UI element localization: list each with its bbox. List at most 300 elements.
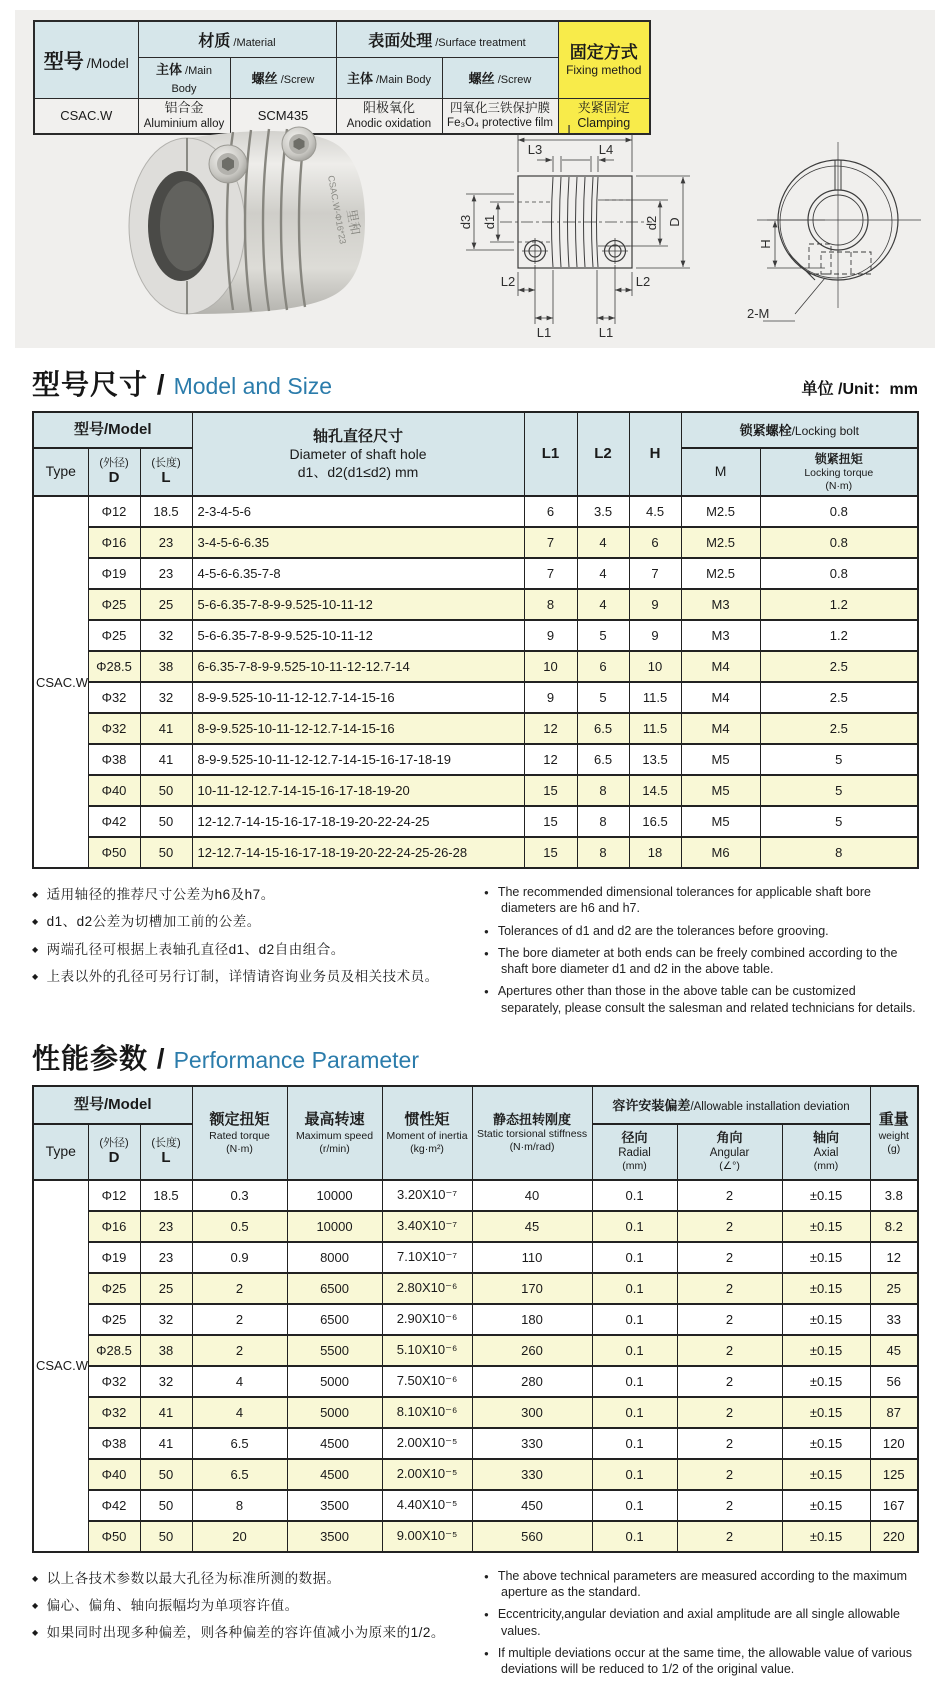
weight-cell: 56 — [870, 1366, 918, 1397]
h-cell: 10 — [629, 651, 681, 682]
material-header-cn: 材质 — [198, 32, 231, 50]
torsional-stiffness-cell: 260 — [472, 1335, 592, 1366]
table-row — [33, 1273, 918, 1304]
radial-deviation-cell: 0.1 — [592, 1211, 677, 1242]
table-row — [33, 775, 918, 806]
torsional-stiffness-cell: 280 — [472, 1366, 592, 1397]
shaft-hole-range-cell: 5-6-6.35-7-8-9-9.525-10-11-12 — [192, 589, 524, 620]
axial-deviation-cell: ±0.15 — [782, 1459, 870, 1490]
bolt-size-cell: M2.5 — [681, 558, 760, 589]
shaft-hole-range-cell: 6-6.35-7-8-9-9.525-10-11-12-12.7-14 — [192, 651, 524, 682]
l2-cell: 4 — [577, 589, 629, 620]
section-title-en: Performance Parameter — [173, 1046, 419, 1073]
shaft-hole-header: 轴孔直径尺寸 Diameter of shaft hole d1、d2(d1≤d2) mm — [192, 412, 524, 496]
surface-header-cn: 表面处理 — [368, 32, 433, 50]
rated-torque-cell: 20 — [192, 1521, 287, 1552]
dim-L1: L1 — [598, 325, 614, 340]
table-row — [33, 1242, 918, 1273]
axial-deviation-cell: ±0.15 — [782, 1211, 870, 1242]
moment-of-inertia-cell: 2.90X10⁻⁶ — [382, 1304, 472, 1335]
l1-cell: 15 — [524, 806, 577, 837]
performance-title — [32, 1037, 918, 1077]
dim-L2: L2 — [635, 274, 651, 289]
material-mainbody-header: 主体 /Main Body — [138, 57, 230, 98]
moment-of-inertia-header: 惯性矩 Moment of inertia (kg·m²) — [382, 1086, 472, 1180]
outer-diameter-cell: Φ25 — [88, 1273, 140, 1304]
length-cell: 32 — [140, 1366, 192, 1397]
radial-deviation-cell: 0.1 — [592, 1521, 677, 1552]
note-item: ● Tolerances of d1 and d2 are the tolerances before grooving. — [484, 923, 918, 939]
length-header: (长度) L — [140, 448, 192, 496]
length-cell: 38 — [140, 1335, 192, 1366]
rated-torque-cell: 2 — [192, 1273, 287, 1304]
table-row — [33, 1490, 918, 1521]
l1-cell: 15 — [524, 837, 577, 868]
table-row — [33, 589, 918, 620]
angular-deviation-cell: 2 — [677, 1397, 782, 1428]
angular-deviation-cell: 2 — [677, 1428, 782, 1459]
table-row — [33, 1180, 918, 1211]
l2-header: L2 — [577, 412, 629, 496]
shaft-hole-range-cell: 2-3-4-5-6 — [192, 496, 524, 527]
length-cell: 23 — [140, 1242, 192, 1273]
h-cell: 9 — [629, 589, 681, 620]
max-speed-cell: 6500 — [287, 1304, 382, 1335]
bolt-size-cell: M5 — [681, 744, 760, 775]
rated-torque-cell: 6.5 — [192, 1459, 287, 1490]
outer-diameter-cell: Φ32 — [88, 1397, 140, 1428]
weight-cell: 87 — [870, 1397, 918, 1428]
performance-section — [32, 1037, 918, 1683]
model-header — [34, 21, 138, 98]
outer-diameter-cell: Φ38 — [88, 1428, 140, 1459]
moment-of-inertia-cell: 5.10X10⁻⁶ — [382, 1335, 472, 1366]
length-cell: 41 — [140, 713, 192, 744]
angular-deviation-header: 角向 Angular (∠°) — [677, 1124, 782, 1180]
size-notes — [32, 878, 918, 1022]
outer-diameter-cell: Φ19 — [88, 1242, 140, 1273]
table-row — [33, 806, 918, 837]
locking-torque-cell: 0.8 — [760, 558, 918, 589]
locking-torque-cell: 0.8 — [760, 527, 918, 558]
torsional-stiffness-cell: 180 — [472, 1304, 592, 1335]
outer-diameter-cell: Φ42 — [88, 806, 140, 837]
note-item: ◆ 上表以外的孔径可另行订制，详情请咨询业务员及相关技术员。 — [32, 967, 484, 987]
locking-bolt-group-header: 锁紧螺栓/Locking bolt — [681, 412, 918, 448]
angular-deviation-cell: 2 — [677, 1242, 782, 1273]
outer-diameter-header: (外径) D — [88, 448, 140, 496]
moment-of-inertia-cell: 3.40X10⁻⁷ — [382, 1211, 472, 1242]
type-header: Type — [33, 1124, 88, 1180]
bolt-size-cell: M5 — [681, 806, 760, 837]
weight-cell: 33 — [870, 1304, 918, 1335]
dim-L: L — [567, 122, 575, 137]
moment-of-inertia-cell: 2.00X10⁻⁵ — [382, 1459, 472, 1490]
l2-cell: 8 — [577, 775, 629, 806]
outer-diameter-cell: Φ42 — [88, 1490, 140, 1521]
table-row — [33, 1304, 918, 1335]
body-surface-value: 阳极氧化 Anodic oxidation — [336, 98, 442, 134]
l1-cell: 12 — [524, 713, 577, 744]
chamfer-edge — [789, 254, 815, 280]
axial-deviation-cell: ±0.15 — [782, 1180, 870, 1211]
radial-deviation-cell: 0.1 — [592, 1397, 677, 1428]
table-row — [33, 620, 918, 651]
outer-diameter-cell: Φ50 — [88, 1521, 140, 1552]
h-cell: 13.5 — [629, 744, 681, 775]
length-cell: 41 — [140, 744, 192, 775]
locking-torque-cell: 2.5 — [760, 713, 918, 744]
l1-cell: 7 — [524, 527, 577, 558]
l2-cell: 5 — [577, 682, 629, 713]
locking-torque-header: 锁紧扭矩 Locking torque (N·m) — [760, 448, 918, 496]
locking-screw-symbol — [602, 238, 628, 264]
outer-diameter-cell: Φ25 — [88, 589, 140, 620]
h-cell: 6 — [629, 527, 681, 558]
length-cell: 50 — [140, 806, 192, 837]
l2-cell: 3.5 — [577, 496, 629, 527]
max-speed-cell: 3500 — [287, 1490, 382, 1521]
note-item: ◆ 适用轴径的推荐尺寸公差为h6及h7。 — [32, 885, 484, 905]
table-row — [33, 1397, 918, 1428]
model-group-header: 型号/Model — [33, 412, 192, 448]
model-size-title — [32, 363, 918, 403]
table-row — [33, 1335, 918, 1366]
shaft-hole-range-cell: 8-9-9.525-10-11-12-12.7-14-15-16-17-18-19 — [192, 744, 524, 775]
table-row — [33, 1366, 918, 1397]
length-cell: 23 — [140, 558, 192, 589]
outer-diameter-cell: Φ12 — [88, 1180, 140, 1211]
weight-cell: 8.2 — [870, 1211, 918, 1242]
radial-deviation-cell: 0.1 — [592, 1490, 677, 1521]
weight-cell: 167 — [870, 1490, 918, 1521]
model-value: CSAC.W — [34, 98, 138, 134]
table-row — [33, 713, 918, 744]
weight-cell: 125 — [870, 1459, 918, 1490]
l1-cell: 9 — [524, 682, 577, 713]
note-item: ◆ 偏心、偏角、轴向振幅均为单项容许值。 — [32, 1596, 484, 1616]
outer-diameter-cell: Φ32 — [88, 682, 140, 713]
l2-cell: 6 — [577, 651, 629, 682]
torsional-stiffness-cell: 450 — [472, 1490, 592, 1521]
rated-torque-header: 额定扭矩 Rated torque (N·m) — [192, 1086, 287, 1180]
max-speed-cell: 4500 — [287, 1459, 382, 1490]
shaft-hole-range-cell: 12-12.7-14-15-16-17-18-19-20-22-24-25 — [192, 806, 524, 837]
type-cell: CSAC.W — [33, 496, 88, 868]
locking-torque-cell: 8 — [760, 837, 918, 868]
max-speed-cell: 10000 — [287, 1211, 382, 1242]
outer-diameter-cell: Φ16 — [88, 527, 140, 558]
weight-cell: 12 — [870, 1242, 918, 1273]
radial-deviation-cell: 0.1 — [592, 1304, 677, 1335]
angular-deviation-cell: 2 — [677, 1304, 782, 1335]
radial-deviation-header: 径向 Radial (mm) — [592, 1124, 677, 1180]
torsional-stiffness-cell: 300 — [472, 1397, 592, 1428]
radial-deviation-cell: 0.1 — [592, 1242, 677, 1273]
fixing-header-cn: 固定方式 — [569, 42, 638, 62]
table-row — [33, 527, 918, 558]
model-group-header: 型号/Model — [33, 1086, 192, 1124]
moment-of-inertia-cell: 2.80X10⁻⁶ — [382, 1273, 472, 1304]
perf-notes-chinese — [32, 1562, 484, 1683]
length-cell: 18.5 — [140, 496, 192, 527]
max-speed-cell: 10000 — [287, 1180, 382, 1211]
axial-deviation-cell: ±0.15 — [782, 1428, 870, 1459]
section-title-en: Model and Size — [173, 373, 333, 399]
max-speed-header: 最高转速 Maximum speed (r/min) — [287, 1086, 382, 1180]
angular-deviation-cell: 2 — [677, 1211, 782, 1242]
hidden-screw-hole — [809, 244, 871, 274]
note-item: ◆ 如果同时出现多种偏差，则各种偏差的容许值减小为原来的1/2。 — [32, 1623, 484, 1643]
note-item: ● Eccentricity,angular deviation and axial amplitude are all single allowable values. — [484, 1606, 918, 1639]
dim-d3: d3 — [458, 214, 473, 230]
type-cell: CSAC.W — [33, 1180, 88, 1552]
max-speed-cell: 8000 — [287, 1242, 382, 1273]
model-size-table — [32, 411, 919, 869]
radial-deviation-cell: 0.1 — [592, 1335, 677, 1366]
dim-L2: L2 — [500, 274, 516, 289]
rated-torque-cell: 4 — [192, 1366, 287, 1397]
table-row — [33, 1211, 918, 1242]
l1-cell: 15 — [524, 775, 577, 806]
axial-deviation-cell: ±0.15 — [782, 1242, 870, 1273]
surface-header-en: /Surface treatment — [435, 36, 526, 49]
torsional-stiffness-header: 静态扭转刚度 Static torsional stiffness (N·m/rad) — [472, 1086, 592, 1180]
locking-torque-cell: 1.2 — [760, 589, 918, 620]
h-cell: 4.5 — [629, 496, 681, 527]
size-notes-english — [484, 878, 918, 1022]
torsional-stiffness-cell: 560 — [472, 1521, 592, 1552]
rated-torque-cell: 4 — [192, 1397, 287, 1428]
max-speed-cell: 3500 — [287, 1521, 382, 1552]
dim-L1: L1 — [536, 325, 552, 340]
h-cell: 18 — [629, 837, 681, 868]
rated-torque-cell: 0.9 — [192, 1242, 287, 1273]
outer-diameter-cell: Φ25 — [88, 620, 140, 651]
model-size-section — [32, 363, 918, 1022]
l2-cell: 6.5 — [577, 744, 629, 775]
side-view-drawing — [733, 128, 933, 336]
length-cell: 32 — [140, 620, 192, 651]
h-header: H — [629, 412, 681, 496]
radial-deviation-cell: 0.1 — [592, 1366, 677, 1397]
outer-diameter-cell: Φ50 — [88, 837, 140, 868]
fixing-method-value: 夹紧固定 Clamping — [558, 98, 650, 134]
angular-deviation-cell: 2 — [677, 1490, 782, 1521]
deviation-group-header: 容许安装偏差/Allowable installation deviation — [592, 1086, 870, 1124]
shaft-hole-range-cell: 8-9-9.525-10-11-12-12.7-14-15-16 — [192, 682, 524, 713]
rated-torque-cell: 6.5 — [192, 1428, 287, 1459]
dimension-lines — [763, 220, 825, 321]
screw-surface-value: 四氧化三铁保护膜 Fe₃O₄ protective film — [442, 98, 558, 134]
length-header: (长度) L — [140, 1124, 192, 1180]
size-table-body — [33, 496, 918, 868]
note-item: ◆ 以上各技术参数以最大孔径为标准所测的数据。 — [32, 1569, 484, 1589]
table-row — [33, 558, 918, 589]
l1-cell: 7 — [524, 558, 577, 589]
photo-model-marking: CSAC.W-Φ16*23 — [326, 174, 348, 245]
bolt-size-cell: M4 — [681, 682, 760, 713]
max-speed-cell: 5500 — [287, 1335, 382, 1366]
table-row — [33, 651, 918, 682]
note-item: ● Apertures other than those in the above table can be customized separately, please consult the salesman and related technicians for details. — [484, 983, 918, 1016]
locking-torque-cell: 5 — [760, 806, 918, 837]
body-material-value: 铝合金 Aluminium alloy — [138, 98, 230, 134]
weight-cell: 45 — [870, 1335, 918, 1366]
l1-cell: 8 — [524, 589, 577, 620]
fixing-method-header — [558, 21, 650, 98]
dim-L3: L3 — [527, 142, 543, 157]
spec-header-row-1 — [34, 21, 650, 57]
note-item: ● The bore diameter at both ends can be freely combined according to the shaft bore diameter d1 and d2 in the above table. — [484, 945, 918, 978]
length-cell: 32 — [140, 1304, 192, 1335]
fixing-header-en: Fixing method — [566, 62, 642, 77]
weight-cell: 120 — [870, 1428, 918, 1459]
l1-cell: 12 — [524, 744, 577, 775]
table-row — [33, 1428, 918, 1459]
max-speed-cell: 6500 — [287, 1273, 382, 1304]
radial-deviation-cell: 0.1 — [592, 1459, 677, 1490]
moment-of-inertia-cell: 4.40X10⁻⁵ — [382, 1490, 472, 1521]
length-cell: 50 — [140, 1459, 192, 1490]
rated-torque-cell: 2 — [192, 1335, 287, 1366]
note-item: ◆ d1、d2公差为切槽加工前的公差。 — [32, 912, 484, 932]
length-cell: 50 — [140, 775, 192, 806]
l1-cell: 10 — [524, 651, 577, 682]
dim-L4: L4 — [598, 142, 614, 157]
length-cell: 23 — [140, 527, 192, 558]
outer-diameter-cell: Φ40 — [88, 1459, 140, 1490]
axial-deviation-cell: ±0.15 — [782, 1490, 870, 1521]
material-header-en: /Material — [233, 36, 276, 49]
l2-cell: 6.5 — [577, 713, 629, 744]
shaft-hole-range-cell: 4-5-6-6.35-7-8 — [192, 558, 524, 589]
dim-d1: d1 — [482, 214, 497, 230]
locking-torque-cell: 0.8 — [760, 496, 918, 527]
bolt-size-cell: M2.5 — [681, 496, 760, 527]
table-row — [33, 744, 918, 775]
rated-torque-cell: 2 — [192, 1304, 287, 1335]
dim-D: D — [667, 217, 682, 227]
locking-torque-cell: 1.2 — [760, 620, 918, 651]
length-cell: 41 — [140, 1428, 192, 1459]
weight-header: 重量 weight (g) — [870, 1086, 918, 1180]
size-notes-chinese — [32, 878, 484, 1022]
angular-deviation-cell: 2 — [677, 1335, 782, 1366]
bolt-size-cell: M5 — [681, 775, 760, 806]
l1-cell: 6 — [524, 496, 577, 527]
l2-cell: 5 — [577, 620, 629, 651]
axial-deviation-cell: ±0.15 — [782, 1335, 870, 1366]
length-cell: 23 — [140, 1211, 192, 1242]
outer-diameter-cell: Φ19 — [88, 558, 140, 589]
outer-diameter-cell: Φ25 — [88, 1304, 140, 1335]
model-header-en: /Model — [86, 55, 129, 72]
length-cell: 50 — [140, 1490, 192, 1521]
length-cell: 25 — [140, 1273, 192, 1304]
axial-deviation-cell: ±0.15 — [782, 1366, 870, 1397]
axial-deviation-cell: ±0.15 — [782, 1521, 870, 1552]
performance-table — [32, 1085, 919, 1553]
rated-torque-cell: 8 — [192, 1490, 287, 1521]
radial-deviation-cell: 0.1 — [592, 1273, 677, 1304]
l1-cell: 9 — [524, 620, 577, 651]
locking-torque-cell: 5 — [760, 775, 918, 806]
table-row — [33, 682, 918, 713]
outer-diameter-cell: Φ28.5 — [88, 1335, 140, 1366]
table-row — [33, 496, 918, 527]
dim-H: H — [758, 239, 773, 249]
angular-deviation-cell: 2 — [677, 1521, 782, 1552]
length-cell: 41 — [140, 1397, 192, 1428]
outer-diameter-cell: Φ16 — [88, 1211, 140, 1242]
angular-deviation-cell: 2 — [677, 1273, 782, 1304]
outer-diameter-cell: Φ32 — [88, 1366, 140, 1397]
weight-cell: 25 — [870, 1273, 918, 1304]
bolt-size-cell: M3 — [681, 620, 760, 651]
h-cell: 7 — [629, 558, 681, 589]
performance-table-body — [33, 1180, 918, 1552]
shaft-hole-range-cell: 5-6-6.35-7-8-9-9.525-10-11-12 — [192, 620, 524, 651]
length-cell: 38 — [140, 651, 192, 682]
bolt-size-cell: M2.5 — [681, 527, 760, 558]
max-speed-cell: 4500 — [287, 1428, 382, 1459]
note-item: ◆ 两端孔径可根据上表轴孔直径d1、d2自由组合。 — [32, 940, 484, 960]
shaft-hole-range-cell: 12-12.7-14-15-16-17-18-19-20-22-24-25-26-28 — [192, 837, 524, 868]
locking-torque-cell: 5 — [760, 744, 918, 775]
torsional-stiffness-cell: 330 — [472, 1459, 592, 1490]
bolt-size-cell: M6 — [681, 837, 760, 868]
outer-diameter-header: (外径) D — [88, 1124, 140, 1180]
rated-torque-cell: 0.5 — [192, 1211, 287, 1242]
unit-label: 单位 /Unit：mm — [801, 381, 918, 398]
dim-d2: d2 — [644, 215, 659, 231]
torsional-stiffness-cell: 330 — [472, 1428, 592, 1459]
shaft-hole-range-cell: 3-4-5-6-6.35 — [192, 527, 524, 558]
screw-material-value: SCM435 — [230, 98, 336, 134]
outer-diameter-cell: Φ12 — [88, 496, 140, 527]
length-cell: 18.5 — [140, 1180, 192, 1211]
outer-diameter-cell: Φ40 — [88, 775, 140, 806]
performance-notes — [32, 1562, 918, 1683]
torsional-stiffness-cell: 110 — [472, 1242, 592, 1273]
axial-deviation-cell: ±0.15 — [782, 1304, 870, 1335]
front-view-drawing — [430, 110, 712, 340]
moment-of-inertia-cell: 9.00X10⁻⁵ — [382, 1521, 472, 1552]
l1-header: L1 — [524, 412, 577, 496]
angular-deviation-cell: 2 — [677, 1366, 782, 1397]
h-cell: 9 — [629, 620, 681, 651]
moment-of-inertia-cell: 3.20X10⁻⁷ — [382, 1180, 472, 1211]
type-header: Type — [33, 448, 88, 496]
outer-diameter-cell: Φ32 — [88, 713, 140, 744]
table-row — [33, 1521, 918, 1552]
dim-2-M: 2-M — [747, 306, 770, 321]
max-speed-cell: 5000 — [287, 1397, 382, 1428]
locking-torque-cell: 2.5 — [760, 682, 918, 713]
l2-cell: 4 — [577, 558, 629, 589]
h-cell: 11.5 — [629, 713, 681, 744]
outer-diameter-cell: Φ28.5 — [88, 651, 140, 682]
torsional-stiffness-cell: 170 — [472, 1273, 592, 1304]
moment-of-inertia-cell: 7.10X10⁻⁷ — [382, 1242, 472, 1273]
bolt-size-header: M — [681, 448, 760, 496]
model-header-cn: 型号 — [43, 51, 84, 74]
coupling-product-photo — [115, 118, 380, 328]
radial-deviation-cell: 0.1 — [592, 1428, 677, 1459]
weight-cell: 3.8 — [870, 1180, 918, 1211]
section-title-cn: 性能参数 / — [32, 1042, 166, 1074]
